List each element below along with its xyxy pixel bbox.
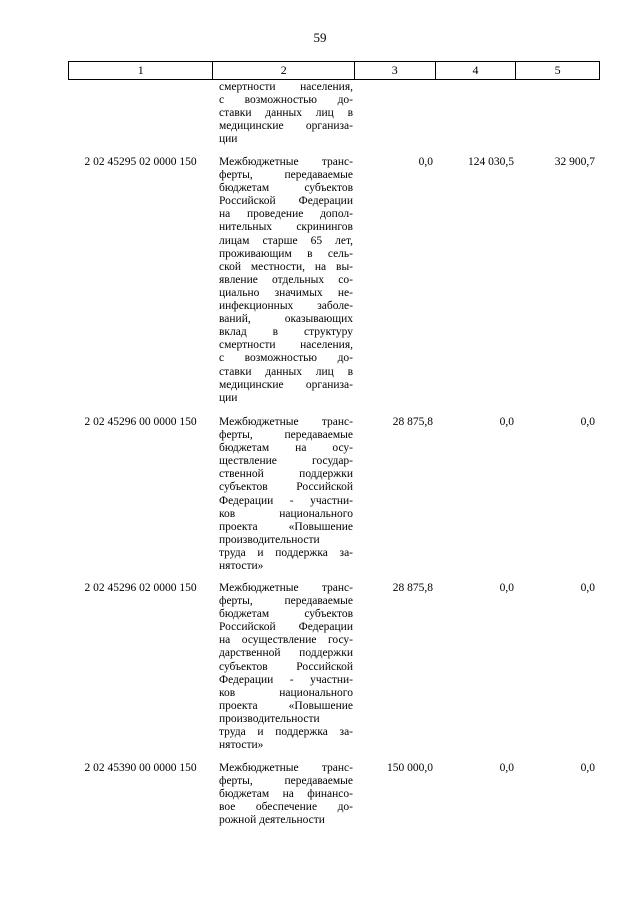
row-description <box>219 156 353 405</box>
description-line: рожной деятельности <box>219 814 325 827</box>
description-line: ществление государ- <box>219 455 353 468</box>
description-line: проекта «Повышение <box>219 699 353 712</box>
description-line: на осуществление госу- <box>219 634 353 647</box>
description-line: труда и поддержка за- <box>219 726 353 739</box>
row-code: 2 02 45390 00 0000 150 <box>84 762 197 774</box>
description-line: труда и поддержка за- <box>219 546 353 559</box>
description-line: ставки данных лиц в <box>219 365 353 378</box>
header-col-2: 2 <box>213 62 354 79</box>
description-line: ков национального <box>219 507 353 520</box>
description-line: ферты, передаваемые <box>219 775 353 788</box>
description-line: вое обеспечение до- <box>219 801 353 814</box>
header-col-4: 4 <box>436 62 517 79</box>
description-line: бюджетам на финансо- <box>219 788 353 801</box>
row-value-col-3: 28 875,8 <box>392 582 433 594</box>
description-line: дарственной поддержки <box>219 647 353 660</box>
row-code: 2 02 45296 00 0000 150 <box>84 416 197 428</box>
description-line: ственной поддержки <box>219 468 353 481</box>
description-line: бюджетам субъектов <box>219 182 353 195</box>
description-line: ции <box>219 391 238 404</box>
row-value-col-5: 0,0 <box>580 762 595 774</box>
row-description <box>219 582 353 752</box>
description-line: ции <box>219 133 238 146</box>
description-line: инфекционных заболе- <box>219 300 353 313</box>
row-code: 2 02 45295 02 0000 150 <box>84 156 197 168</box>
description-line: лицам старше 65 лет, <box>219 234 353 247</box>
description-line: нятости» <box>219 739 264 752</box>
description-line: проекта «Повышение <box>219 520 353 533</box>
row-description <box>219 762 353 827</box>
description-line: на проведение допол- <box>219 208 353 221</box>
description-line: смертности населения, <box>219 81 353 93</box>
description-line: ферты, передаваемые <box>219 169 353 182</box>
description-line: Межбюджетные транс- <box>219 416 353 428</box>
description-line: Российской Федерации <box>219 621 353 634</box>
description-line: Федерации - участни- <box>219 494 353 507</box>
header-col-3: 3 <box>355 62 436 79</box>
row-value-col-5: 0,0 <box>580 416 595 428</box>
description-line: смертности населения, <box>219 339 353 352</box>
header-col-1: 1 <box>69 62 213 79</box>
description-line: Федерации - участни- <box>219 673 353 686</box>
description-line: ставки данных лиц в <box>219 107 353 120</box>
description-line: Межбюджетные транс- <box>219 762 353 774</box>
row-value-col-4: 0,0 <box>499 582 514 594</box>
description-line: бюджетам на осу- <box>219 442 353 455</box>
description-line: ваний, оказывающих <box>219 313 353 326</box>
row-value-col-3: 28 875,8 <box>392 416 433 428</box>
row-value-col-4: 124 030,5 <box>468 156 514 168</box>
row-value-col-4: 0,0 <box>499 416 514 428</box>
description-line: явление отдельных со- <box>219 273 353 286</box>
table-header <box>68 61 600 80</box>
description-line: субъектов Российской <box>219 481 353 494</box>
row-code: 2 02 45296 02 0000 150 <box>84 582 197 594</box>
row-value-col-5: 32 900,7 <box>554 156 595 168</box>
description-line: нятости» <box>219 560 264 573</box>
description-line: Российской Федерации <box>219 195 353 208</box>
description-line: циально значимых не- <box>219 286 353 299</box>
description-line: ков национального <box>219 686 353 699</box>
description-line: проживающим в сель- <box>219 247 353 260</box>
description-line: с возможностью до- <box>219 352 353 365</box>
row-value-col-4: 0,0 <box>499 762 514 774</box>
row-value-col-5: 0,0 <box>580 582 595 594</box>
row-value-col-3: 150 000,0 <box>387 762 433 774</box>
row-value-col-3: 0,0 <box>418 156 433 168</box>
description-line: нительных скринингов <box>219 221 353 234</box>
description-line: медицинские организа- <box>219 378 353 391</box>
description-line: производительности <box>219 533 320 546</box>
description-line: с возможностью до- <box>219 94 353 107</box>
page-number: 59 <box>313 30 327 45</box>
description-line: бюджетам субъектов <box>219 608 353 621</box>
continued-description <box>219 81 353 146</box>
row-description <box>219 416 353 573</box>
description-line: медицинские организа- <box>219 120 353 133</box>
description-line: ферты, передаваемые <box>219 595 353 608</box>
description-line: производительности <box>219 712 320 725</box>
description-line: Межбюджетные транс- <box>219 582 353 594</box>
description-line: вклад в структуру <box>219 326 353 339</box>
header-col-5: 5 <box>554 63 561 77</box>
description-line: ферты, передаваемые <box>219 429 353 442</box>
description-line: ской местности, на вы- <box>219 260 353 273</box>
description-line: субъектов Российской <box>219 660 353 673</box>
description-line: Межбюджетные транс- <box>219 156 353 168</box>
